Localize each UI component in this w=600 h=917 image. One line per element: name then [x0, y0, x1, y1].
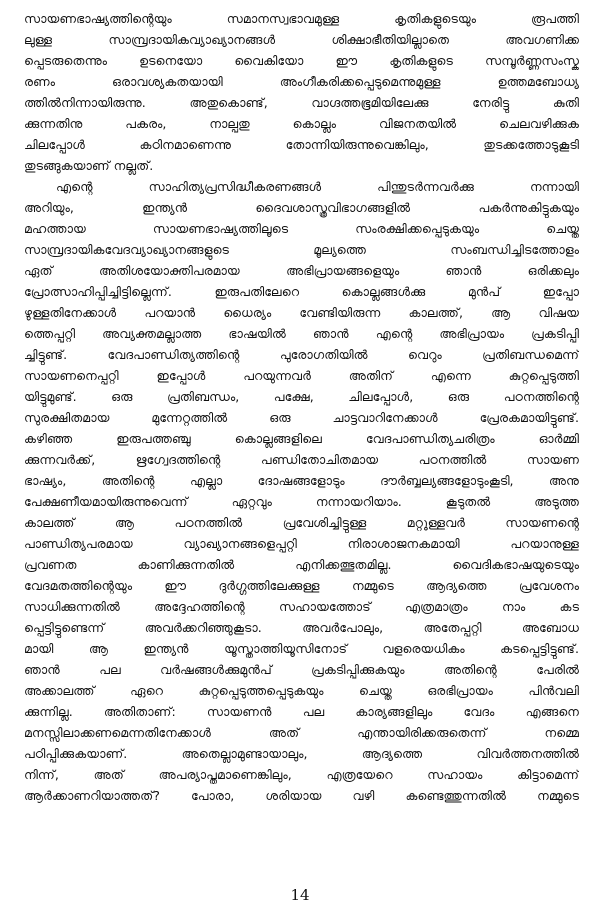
text-line: ഏത് അതിശയോക്തിപരമായ അഭിപ്രായങ്ങളെയും ഞാൻ ഒരിക്കലും	[24, 263, 579, 278]
page-number: 14	[290, 886, 310, 904]
text-line: ക്കുന്നതിനു പകരം, നാല്പതു കൊല്ലം വിജനതയിൽ ചെലവഴിക്കുക	[24, 116, 579, 131]
paragraph-1	[24, 8, 579, 176]
text-line: അക്കാലത്ത് ഏറെ കുറ്റപ്പെടുത്തപ്പെടുകയും ചെയ്ത ഒരഭിപ്രായം പിൻവലി	[24, 683, 579, 698]
text-line: ത്തെപ്പറ്റി അവ്യക്തമല്ലാത്ത ഭാഷയിൽ ഞാൻ എന്റെ അഭിപ്രായം പ്രകടിപ്പി	[24, 326, 579, 341]
text-line: സായണഭാഷ്യത്തിന്റെയും സമാനസ്വഭാവമുള്ള കൃതികളുടെയും രൂപത്തി	[24, 11, 579, 26]
text-line: ത്തിൽനിന്നായിരുന്നു. അതുകൊണ്ട്, വാഗ്ദത്തഭൂമിയിലേക്കു നേരിട്ടു കുതി	[24, 95, 579, 110]
text-line: അറിയും, ഇന്ത്യൻ ദൈവശാസ്ത്രവിഭാഗങ്ങളിൽ പകർന്നുകിട്ടുകയും	[24, 200, 579, 215]
text-line: സായണനെപ്പറ്റി ഇപ്പോൾ പറയുന്നവർ അതിന് എന്നെ കുറ്റപ്പെടുത്തി	[24, 368, 579, 383]
paragraph-2	[24, 176, 579, 806]
document-body	[24, 8, 579, 878]
text-line: പ്പെടരുതെന്നും ഉടനെയോ വൈകിയോ ഈ കൃതികളുടെ സമ്പൂർണ്ണസംസ്ക	[24, 53, 579, 68]
text-line: ആർക്കാണറിയാത്തത്? പോരാ, ശരിയായ വഴി കണ്ടെത്തുന്നതിൽ നമ്മുടെ	[24, 788, 579, 803]
text-line: പേക്ഷണീയമായിരുന്നുവെന്ന് ഏറ്റവും നന്നായറിയാം. കൂടുതൽ അടുത്ത	[24, 494, 579, 509]
text-line: പാണ്ഡിത്യപരമായ വ്യാഖ്യാനങ്ങളെപ്പറ്റി നിരാശാജനകമായി പറയാനുള്ള	[24, 536, 579, 551]
text-line: ഞാൻ പല വർഷങ്ങൾക്കുമുൻപ് പ്രകടിപ്പിക്കുകയും അതിന്റെ പേരിൽ	[24, 662, 579, 677]
text-line: ചിലപ്പോൾ കഠിനമാണെന്നു തോന്നിയിരുന്നുവെങ്കിലും, തുടക്കത്തോടുകൂടി	[24, 137, 579, 152]
text-line: എന്റെ സാഹിത്യപ്രസിദ്ധീകരണങ്ങൾ പിന്തുടർന്നവർക്കു നന്നായി	[56, 179, 579, 194]
text-line: സുരക്ഷിതമായ മുന്നേറ്റത്തിൽ ഒരു ചാട്ടവാറിനേക്കാൾ പ്രേരകമായിട്ടുണ്ട്.	[24, 410, 579, 425]
text-line: രണം ഒരാവശ്യകതയായി അംഗീകരിക്കപ്പെടുമെന്നുമുള്ള ഉത്തമബോധ്യ	[24, 74, 579, 89]
text-line: കാലത്ത് ആ പഠനത്തിൽ പ്രവേശിച്ചിട്ടുള്ള മറ്റുള്ളവർ സായണന്റെ	[24, 515, 579, 530]
text-line: ഭാഷ്യം, അതിന്റെ എല്ലാ ദോഷങ്ങളോടും ദൗർബ്ബല്യങ്ങളോടുംകൂടി, അനു	[24, 473, 579, 488]
text-line: പ്രവണത കാണിക്കുന്നതിൽ എനിക്കത്ഭുതമില്ല. വൈദികഭാഷയുടെയും	[24, 557, 579, 572]
text-line: കഴിഞ്ഞ ഇരുപത്തഞ്ചു കൊല്ലങ്ങളിലെ വേദപാണ്ഡിത്യചരിത്രം ഓർമ്മി	[24, 431, 579, 446]
text-line: തുടങ്ങുകയാണ് നല്ലത്.	[24, 158, 154, 173]
text-line: ക്കുന്നവർക്ക്, ഋഗ്വേദത്തിന്റെ പണ്ഡിതോചിതമായ പഠനത്തിൽ സായണ	[24, 452, 579, 467]
text-line: മനസ്സിലാക്കണമെന്നതിനേക്കാൾ അത് എന്തായിരിക്കരുതെന്ന് നമ്മെ	[24, 725, 579, 740]
text-line: മായി ആ ഇന്ത്യൻ യൂസ്താത്തിയൂസിനോട് വളരെയധികം കടപ്പെട്ടിട്ടുണ്ട്.	[24, 641, 579, 656]
text-line: യിട്ടുമുണ്ട്. ഒരു പ്രതിബന്ധം, പക്ഷേ, ചിലപ്പോൾ, ഒരു പഠനത്തിന്റെ	[24, 389, 579, 404]
text-line: പ്രോത്സാഹിപ്പിച്ചിട്ടില്ലെന്ന്. ഇരുപതിലേറെ കൊല്ലങ്ങൾക്കു മുൻപ് ഇപ്പോ	[24, 284, 579, 299]
text-line: നിന്ന്, അത് അപര്യാപ്തമാണെങ്കിലും, എത്രയേറെ സഹായം കിട്ടാമെന്ന്	[24, 767, 579, 782]
text-line: പ്പെട്ടിട്ടുണ്ടെന്ന് അവർക്കറിഞ്ഞുകൂടാ. അവർപോലും, അതേപ്പറ്റി അബോധ	[24, 620, 579, 635]
text-line: ച്ചിട്ടുണ്ട്. വേദപാണ്ഡിത്യത്തിന്റെ പുരോഗതിയിൽ വെറും പ്രതിബന്ധമെന്ന്	[24, 347, 579, 362]
text-line: ഴുള്ളതിനേക്കാൾ പറയാൻ ധൈര്യം വേണ്ടിയിരുന്ന കാലത്ത്, ആ വിഷയ	[24, 305, 579, 320]
text-line: മഹത്തായ സായണഭാഷ്യത്തിലൂടെ സംരക്ഷിക്കപ്പെടുകയും ചെയ്ത	[24, 221, 579, 236]
text-line: ക്കുന്നില്ല. അതിതാണ്: സായണൻ പല കാര്യങ്ങളിലും വേദം എങ്ങനെ	[24, 704, 579, 719]
text-line: സാമ്പ്രദായികവേദവ്യാഖ്യാനങ്ങളുടെ മൂല്യത്തെ സംബന്ധിച്ചിടത്തോളം	[24, 242, 579, 257]
text-line: ലുള്ള സാമ്പ്രദായികവ്യാഖ്യാനങ്ങൾ ശിക്ഷാഭീതിയില്ലാതെ അവഗണിക്ക	[24, 32, 579, 47]
text-line: വേദമതത്തിന്റെയും ഈ ദുർഗ്ഗത്തിലേക്കുള്ള നമ്മുടെ ആദ്യത്തെ പ്രവേശനം	[24, 578, 579, 593]
text-line: പഠിപ്പിക്കുകയാണ്. അതെല്ലാമുണ്ടായാലും, ആദ്യത്തെ വിവർത്തനത്തിൽ	[24, 746, 579, 761]
text-line: സാധിക്കുന്നതിൽ അദ്ദേഹത്തിന്റെ സഹായത്തോട് എത്രമാത്രം നാം കട	[24, 599, 579, 614]
